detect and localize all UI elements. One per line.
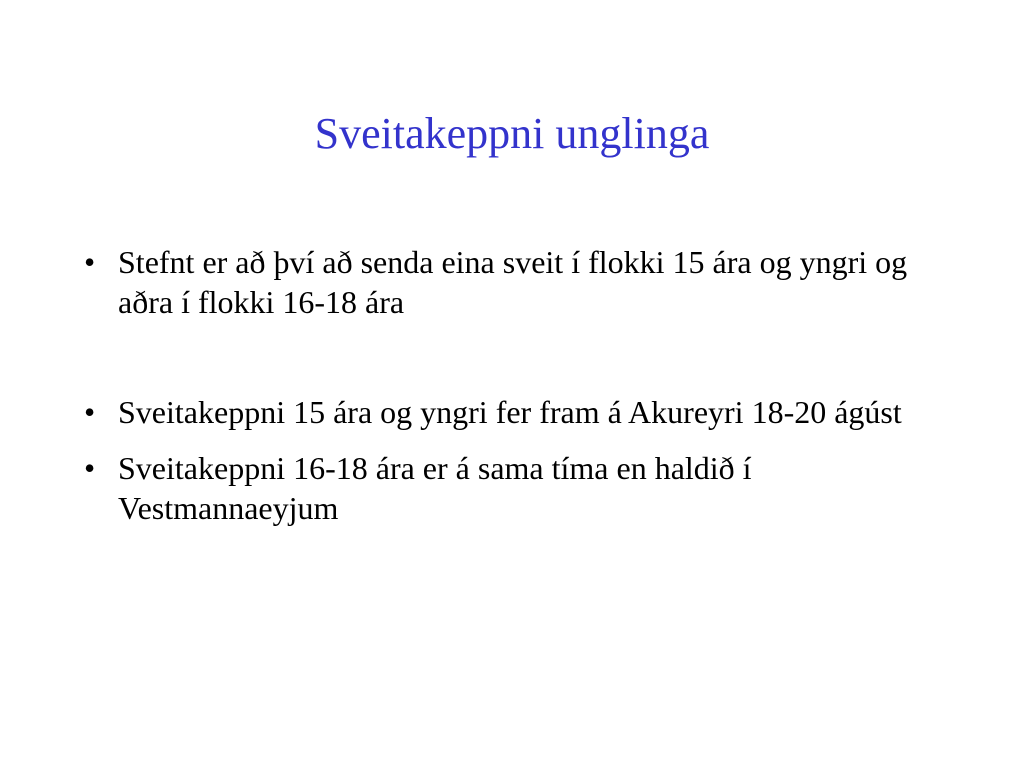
bullet-icon: • (84, 394, 96, 430)
bullet-text: Stefnt er að því að senda eina sveit í flokki 15 ára og yngri og aðra í flokki 16-18 ára (118, 244, 908, 320)
bullet-icon: • (84, 244, 96, 280)
bullet-text: Sveitakeppni 15 ára og yngri fer fram á Akureyri 18-20 ágúst (118, 394, 902, 430)
bullet-list (84, 242, 964, 528)
bullet-item (84, 448, 964, 528)
bullet-icon: • (84, 450, 96, 486)
bullet-text: Sveitakeppni 16-18 ára er á sama tíma en haldið í Vestmannaeyjum (118, 450, 752, 526)
bullet-item (84, 392, 964, 432)
slide-title: Sveitakeppni unglinga (314, 109, 710, 158)
bullet-item (84, 242, 964, 322)
